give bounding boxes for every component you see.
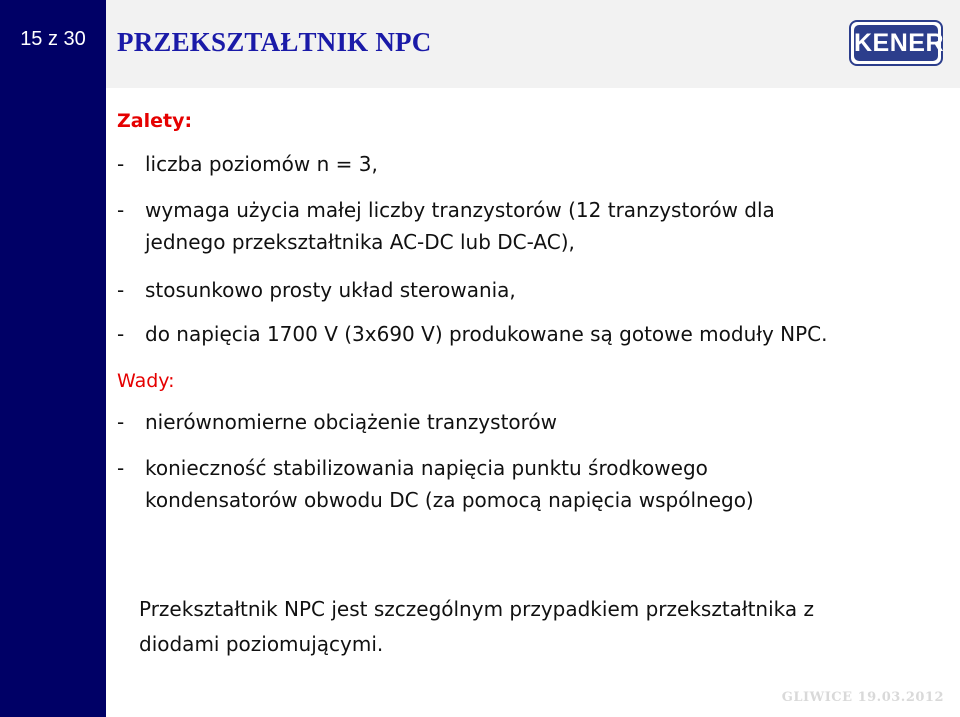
advantage-text: jednego przekształtnika AC-DC lub DC-AC), bbox=[145, 230, 575, 254]
footer-location-date: GLIWICE 19.03.2012 bbox=[781, 690, 944, 705]
kener-logo bbox=[849, 20, 943, 66]
summary-line: Przekształtnik NPC jest szczególnym przypadkiem przekształtnika z bbox=[139, 597, 815, 621]
summary-line: diodami poziomującymi. bbox=[139, 632, 384, 656]
advantage-text: stosunkowo prosty układ sterowania, bbox=[145, 278, 516, 302]
logo-text: KENER bbox=[854, 25, 938, 61]
list-dash: - bbox=[117, 322, 125, 346]
advantages-heading: Zalety: bbox=[117, 110, 193, 132]
list-dash: - bbox=[117, 198, 125, 222]
list-dash: - bbox=[117, 152, 125, 176]
page-number: 15 z 30 bbox=[20, 28, 86, 50]
disadvantage-text: kondensatorów obwodu DC (za pomocą napięcia wspólnego) bbox=[145, 488, 754, 512]
list-dash: - bbox=[117, 456, 125, 480]
disadvantage-text: nierównomierne obciążenie tranzystorów bbox=[145, 410, 558, 434]
advantage-text: wymaga użycia małej liczby tranzystorów (12 tranzystorów dla bbox=[145, 198, 775, 222]
summary-note bbox=[139, 592, 919, 662]
disadvantages-heading: Wady: bbox=[117, 370, 175, 392]
list-dash: - bbox=[117, 278, 125, 302]
sidebar bbox=[0, 0, 106, 717]
slide-title: PRZEKSZTAŁTNIK NPC bbox=[117, 27, 432, 57]
list-dash: - bbox=[117, 410, 125, 434]
advantage-text: liczba poziomów n = 3, bbox=[145, 152, 378, 176]
advantage-text: do napięcia 1700 V (3x690 V) produkowane są gotowe moduły NPC. bbox=[145, 322, 828, 346]
disadvantage-text: konieczność stabilizowania napięcia punktu środkowego bbox=[145, 456, 708, 480]
